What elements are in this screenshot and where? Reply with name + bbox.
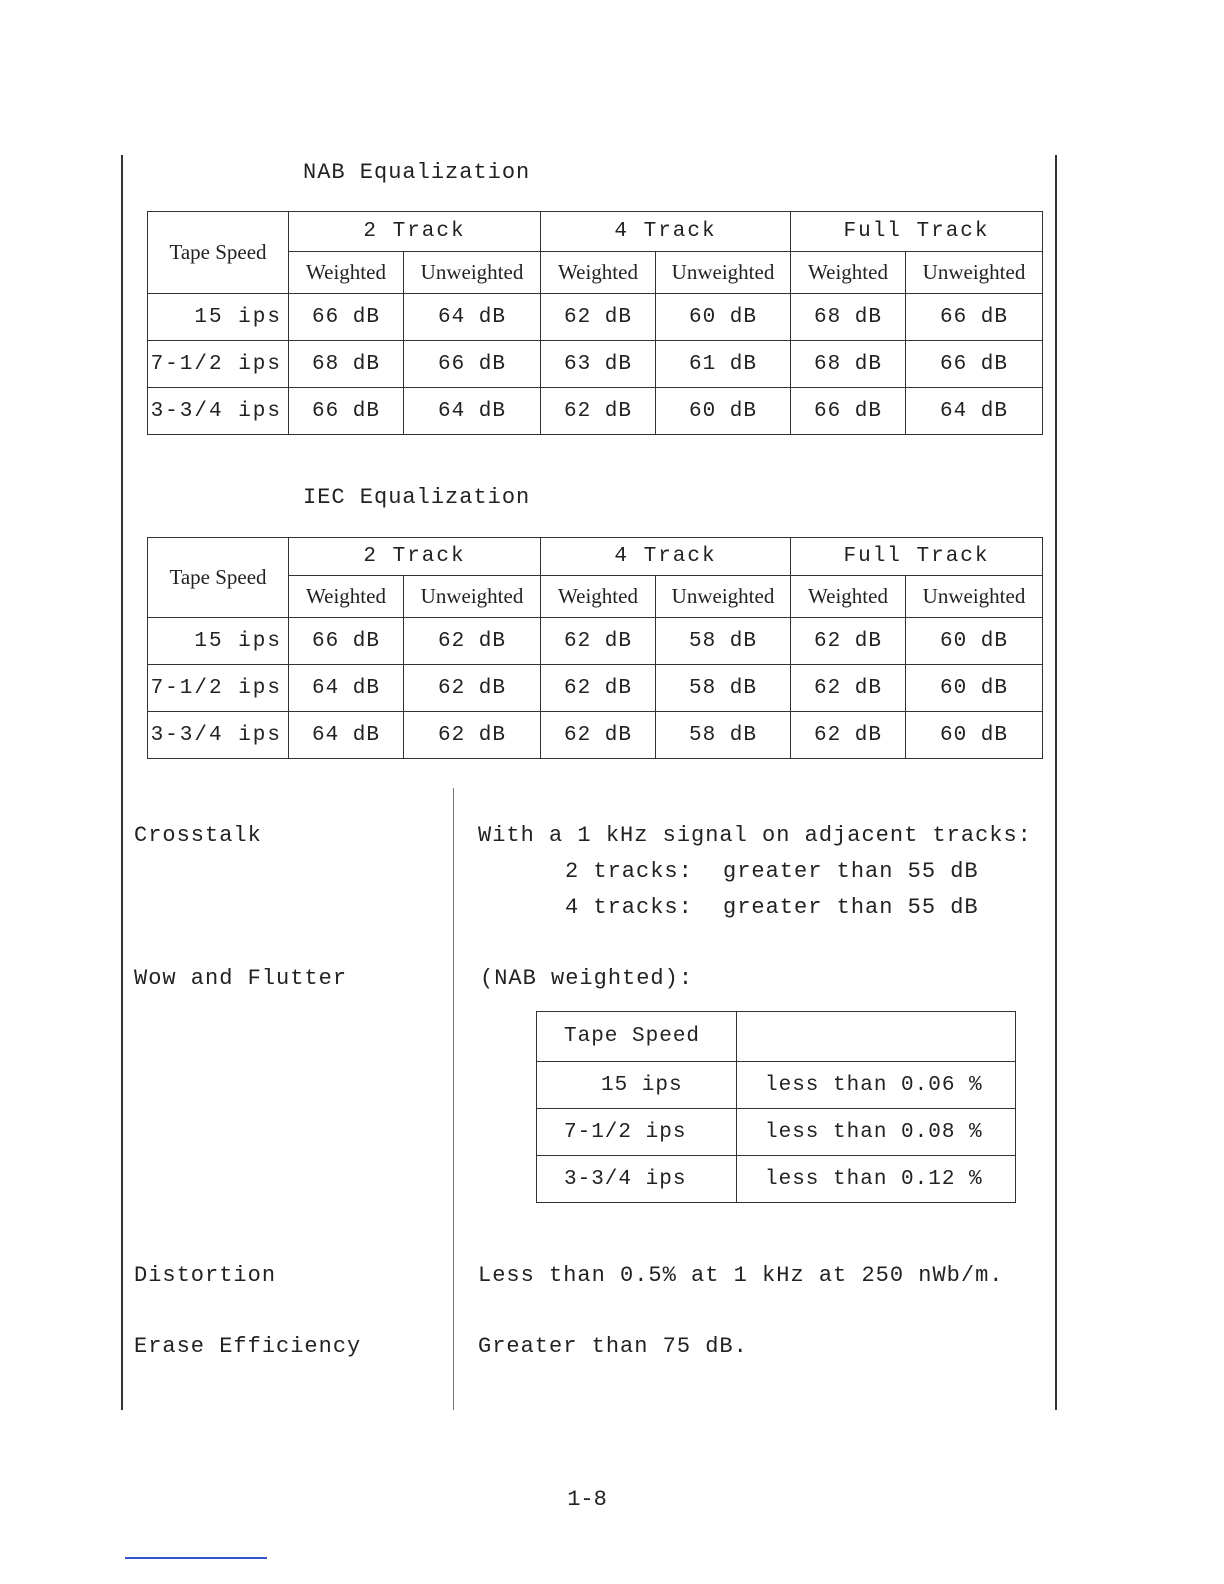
value-cell: 62 dB: [791, 665, 906, 712]
speed-cell: 7-1/2 ips: [148, 665, 289, 712]
table-row: [148, 294, 1043, 341]
speed-cell: 15 ips: [148, 618, 289, 665]
value-cell: 62 dB: [541, 388, 656, 435]
right-margin-rule: [1055, 155, 1057, 1410]
crosstalk-line-name: 2 tracks:: [565, 859, 693, 884]
value-cell: 64 dB: [289, 712, 404, 759]
sub-header: Weighted: [541, 252, 656, 294]
crosstalk-label: Crosstalk: [134, 823, 262, 848]
group-header: 2 Track: [289, 538, 541, 576]
value-cell: 68 dB: [289, 341, 404, 388]
group-header: Full Track: [791, 538, 1043, 576]
value-cell: 60 dB: [656, 294, 791, 341]
value-cell: 62 dB: [791, 618, 906, 665]
nab-table: [147, 211, 1043, 435]
speed-cell: 7-1/2 ips: [148, 341, 289, 388]
sub-header: Weighted: [791, 576, 906, 618]
sub-header: Unweighted: [404, 252, 541, 294]
tape-speed-header: Tape Speed: [148, 538, 289, 618]
crosstalk-line-value: greater than 55 dB: [723, 859, 979, 884]
value-cell: 60 dB: [906, 618, 1043, 665]
value-cell: 61 dB: [656, 341, 791, 388]
wf-header-empty: [737, 1012, 1016, 1062]
value-cell: 63 dB: [541, 341, 656, 388]
table-row: [537, 1062, 1016, 1109]
crosstalk-line-name: 4 tracks:: [565, 895, 693, 920]
distortion-text: Less than 0.5% at 1 kHz at 250 nWb/m.: [478, 1263, 1004, 1288]
table-row: [148, 618, 1043, 665]
sub-header: Unweighted: [906, 576, 1043, 618]
speed-cell: 3-3/4 ips: [148, 388, 289, 435]
value-cell: 68 dB: [791, 341, 906, 388]
speed-cell: 3-3/4 ips: [148, 712, 289, 759]
erase-label: Erase Efficiency: [134, 1334, 362, 1359]
value-cell: 60 dB: [906, 665, 1043, 712]
value-cell: 62 dB: [541, 665, 656, 712]
table-row: [148, 341, 1043, 388]
group-header: Full Track: [791, 212, 1043, 252]
sub-header: Unweighted: [656, 252, 791, 294]
value-cell: 62 dB: [404, 712, 541, 759]
group-header: 4 Track: [541, 538, 791, 576]
value-cell: 58 dB: [656, 618, 791, 665]
sub-header: Unweighted: [906, 252, 1043, 294]
speed-cell: 15 ips: [148, 294, 289, 341]
sub-header: Weighted: [541, 576, 656, 618]
table-row: [537, 1109, 1016, 1156]
wf-value-cell: less than 0.06 %: [737, 1062, 1016, 1109]
table-row: [537, 1156, 1016, 1203]
table-row: [148, 712, 1043, 759]
value-cell: 66 dB: [289, 388, 404, 435]
value-cell: 66 dB: [906, 294, 1043, 341]
value-cell: 58 dB: [656, 712, 791, 759]
wf-speed-cell: 7-1/2 ips: [537, 1109, 737, 1156]
distortion-label: Distortion: [134, 1263, 277, 1288]
value-cell: 64 dB: [289, 665, 404, 712]
sub-header: Weighted: [289, 576, 404, 618]
sub-header: Unweighted: [656, 576, 791, 618]
value-cell: 64 dB: [404, 294, 541, 341]
value-cell: 66 dB: [906, 341, 1043, 388]
sub-header: Unweighted: [404, 576, 541, 618]
column-divider: [453, 788, 454, 1410]
footer-rule: [125, 1557, 267, 1559]
value-cell: 68 dB: [791, 294, 906, 341]
sub-header: Weighted: [289, 252, 404, 294]
iec-table: [147, 537, 1043, 759]
tape-speed-header: Tape Speed: [148, 212, 289, 294]
value-cell: 62 dB: [541, 618, 656, 665]
left-margin-rule: [121, 155, 123, 1410]
table-row: [148, 665, 1043, 712]
page-number: 1-8: [567, 1487, 607, 1512]
value-cell: 66 dB: [791, 388, 906, 435]
value-cell: 64 dB: [906, 388, 1043, 435]
nab-title: NAB Equalization: [303, 160, 531, 185]
wf-value-cell: less than 0.12 %: [737, 1156, 1016, 1203]
table-row: [148, 388, 1043, 435]
value-cell: 58 dB: [656, 665, 791, 712]
group-header: 4 Track: [541, 212, 791, 252]
value-cell: 62 dB: [404, 665, 541, 712]
wf-header-speed: Tape Speed: [537, 1012, 737, 1062]
value-cell: 60 dB: [656, 388, 791, 435]
wf-speed-cell: 15 ips: [537, 1062, 737, 1109]
erase-text: Greater than 75 dB.: [478, 1334, 748, 1359]
iec-title: IEC Equalization: [303, 485, 531, 510]
wow-flutter-label: Wow and Flutter: [134, 966, 348, 991]
crosstalk-line-value: greater than 55 dB: [723, 895, 979, 920]
group-header: 2 Track: [289, 212, 541, 252]
value-cell: 66 dB: [404, 341, 541, 388]
wow-flutter-table: [536, 1011, 1016, 1203]
value-cell: 62 dB: [541, 294, 656, 341]
value-cell: 62 dB: [541, 712, 656, 759]
value-cell: 62 dB: [404, 618, 541, 665]
wf-speed-cell: 3-3/4 ips: [537, 1156, 737, 1203]
value-cell: 64 dB: [404, 388, 541, 435]
value-cell: 60 dB: [906, 712, 1043, 759]
value-cell: 66 dB: [289, 618, 404, 665]
wow-flutter-intro: (NAB weighted):: [480, 966, 694, 991]
sub-header: Weighted: [791, 252, 906, 294]
crosstalk-intro: With a 1 kHz signal on adjacent tracks:: [478, 823, 1032, 848]
value-cell: 66 dB: [289, 294, 404, 341]
wf-value-cell: less than 0.08 %: [737, 1109, 1016, 1156]
value-cell: 62 dB: [791, 712, 906, 759]
